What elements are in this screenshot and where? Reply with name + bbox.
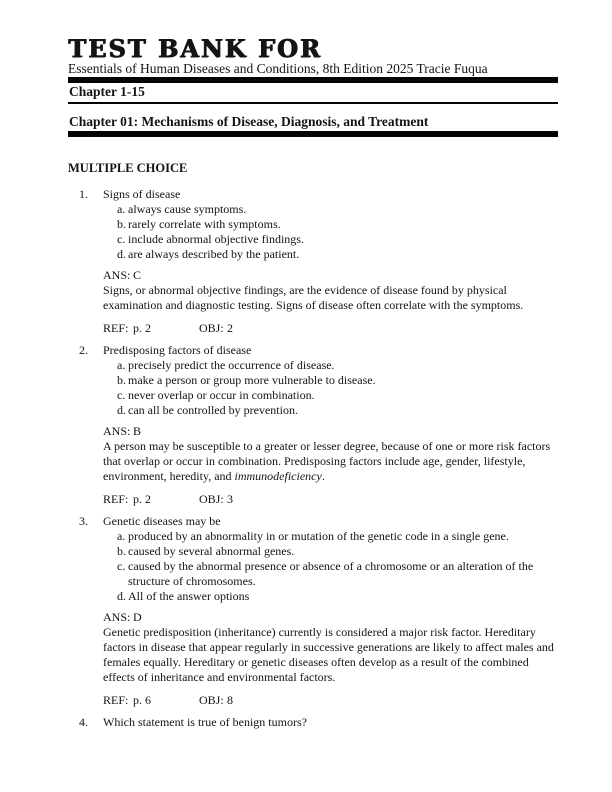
option-text: include abnormal objective findings. (128, 232, 304, 246)
question-number: 4. (79, 715, 88, 729)
question-stem-row (68, 187, 558, 202)
answer-label: ANS: (103, 610, 131, 624)
reference-row (103, 693, 558, 708)
option-text: never overlap or occur in combination. (128, 388, 315, 402)
question-stem-row (68, 715, 558, 730)
answer-label: ANS: (103, 424, 131, 438)
obj-value: 2 (227, 321, 233, 335)
obj-label: OBJ: (199, 693, 224, 707)
explanation-segment: Signs, or abnormal objective findings, are the evidence of disease found by physical examination and diagnostic testing. Signs of disease often correlate with the symptoms. (103, 283, 524, 312)
option-letter: c. (117, 232, 126, 246)
option-text: caused by several abnormal genes. (128, 544, 295, 558)
chapter-heading-block (68, 115, 558, 137)
ref-value: p. 2 (133, 492, 151, 506)
answer-option (117, 529, 558, 544)
question-item (68, 343, 558, 507)
chapter-range: Chapter 1-15 (68, 85, 558, 104)
option-text: make a person or group more vulnerable to disease. (128, 373, 376, 387)
question-number: 3. (79, 514, 88, 528)
option-text: always cause symptoms. (128, 202, 247, 216)
explanation-segment: Genetic predisposition (inheritance) currently is considered a major risk factor. Hereditary factors in disease that appear regularly in successive generations are likely to affect males and females equally. Hereditary or genetic diseases often develop as a result of the combined effects of inheritance and environmental factors. (103, 625, 554, 684)
answer-row (103, 424, 558, 439)
answer-option (117, 388, 558, 403)
question-item (68, 514, 558, 708)
answer-value: C (133, 268, 142, 282)
question-list (68, 187, 558, 730)
option-letter: b. (117, 373, 126, 387)
answer-option (117, 217, 558, 232)
answer-row (103, 268, 558, 283)
divider-bar-chapter (68, 131, 558, 137)
option-letter: a. (117, 202, 126, 216)
question-stem: Signs of disease (103, 187, 181, 201)
answer-option (117, 403, 558, 418)
explanation-segment: A person may be susceptible to a greater or lesser degree, because of one or more risk factors that overlap or occur in combination. Predisposing factors include age, gender, lifestyle, environment, heredity, and (103, 439, 551, 483)
option-letter: a. (117, 358, 126, 372)
option-letter: b. (117, 217, 126, 231)
answer-block (103, 268, 558, 313)
option-letter: c. (117, 559, 126, 573)
answer-row (103, 610, 558, 625)
option-text: All of the answer options (128, 589, 250, 603)
obj-value: 3 (227, 492, 233, 506)
chapter-title: Chapter 01: Mechanisms of Disease, Diagnosis, and Treatment (69, 114, 429, 129)
answer-value: D (133, 610, 142, 624)
option-letter: d. (117, 589, 126, 603)
answer-option (117, 559, 558, 589)
reference-row (103, 321, 558, 336)
answer-option (117, 358, 558, 373)
question-stem-row (68, 343, 558, 358)
ref-value: p. 6 (133, 693, 151, 707)
answer-option (117, 202, 558, 217)
option-letter: d. (117, 247, 126, 261)
question-stem: Genetic diseases may be (103, 514, 221, 528)
answer-value: B (133, 424, 142, 438)
explanation-segment: . (321, 469, 325, 483)
question-stem: Predisposing factors of disease (103, 343, 252, 357)
option-letter: d. (117, 403, 126, 417)
question-item (68, 715, 558, 730)
option-text: precisely predict the occurrence of disease. (128, 358, 335, 372)
question-stem-row (68, 514, 558, 529)
answer-block (103, 610, 558, 685)
answer-option (117, 589, 558, 604)
ref-label: REF: (103, 693, 129, 707)
explanation-segment: immunodeficiency (234, 469, 322, 483)
question-number: 2. (79, 343, 88, 357)
option-letter: a. (117, 529, 126, 543)
question-number: 1. (79, 187, 88, 201)
answer-option (117, 373, 558, 388)
option-text: caused by the abnormal presence or absence of a chromosome or an alteration of the structure of chromosomes. (128, 559, 534, 588)
answer-explanation (103, 283, 559, 313)
question-item (68, 187, 558, 336)
ref-label: REF: (103, 321, 129, 335)
ref-value: p. 2 (133, 321, 151, 335)
question-stem: Which statement is true of benign tumors? (103, 715, 307, 729)
reference-row (103, 492, 558, 507)
answer-explanation (103, 439, 559, 484)
option-letter: c. (117, 388, 126, 402)
option-letter: b. (117, 544, 126, 558)
document-body (68, 161, 558, 730)
divider-bar-top (68, 77, 558, 83)
obj-label: OBJ: (199, 492, 224, 506)
section-heading: MULTIPLE CHOICE (68, 161, 188, 175)
answer-option (117, 247, 558, 262)
answer-label: ANS: (103, 268, 131, 282)
page-title: TEST BANK FOR (68, 34, 322, 63)
answer-option (117, 232, 558, 247)
obj-label: OBJ: (199, 321, 224, 335)
document-header (68, 34, 558, 137)
book-subtitle: Essentials of Human Diseases and Conditions, 8th Edition 2025 Tracie Fuqua (68, 61, 488, 76)
option-text: rarely correlate with symptoms. (128, 217, 281, 231)
answer-block (103, 424, 558, 484)
obj-value: 8 (227, 693, 233, 707)
option-text: can all be controlled by prevention. (128, 403, 298, 417)
option-text: produced by an abnormality in or mutation of the genetic code in a single gene. (128, 529, 509, 543)
ref-label: REF: (103, 492, 129, 506)
answer-explanation (103, 625, 559, 685)
answer-option (117, 544, 558, 559)
option-text: are always described by the patient. (128, 247, 300, 261)
